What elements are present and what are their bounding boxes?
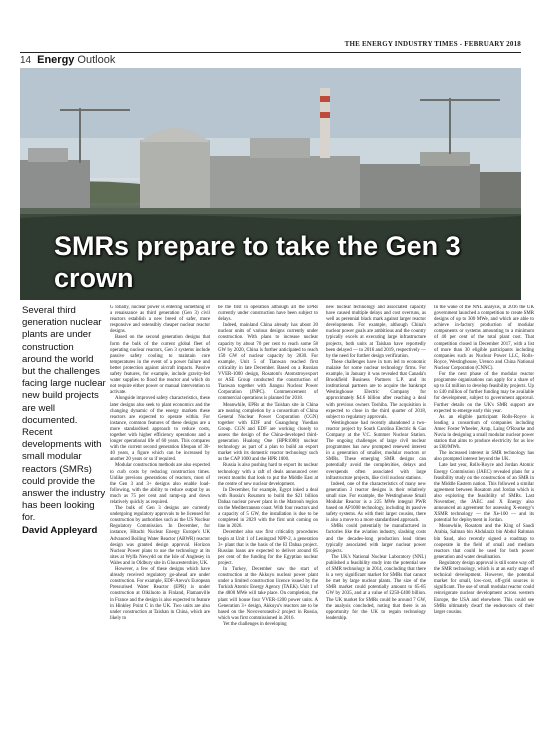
paragraph: new nuclear technology and associated capacity have caused multiple delays and cost overruns, as well as perennial black mark against larger reactor developments. For example, although China's nuclear power goals are ambitious and the country typically excels at executing large infrastructure projects, both units at Taishan have reportedly been delayed — to 2016 and 2019, respectively — by the need for further design verification.: [326, 305, 426, 359]
paragraph: Westinghouse had recently abandoned a two-reactor project by South Carolina Electric & Gas Company at the V.C. Summer Nuclear Station. The ongoing challenges of large civil nuclear programmes has now prompted renewed interest in a generation of smaller, modular reactors or SMRs. These emerging SMR designs can potentially avoid the complexities, delays and overspends often associated with large infrastructure projects, like civil nuclear stations.: [326, 420, 426, 481]
paragraph: SMRs could potentially be manufactured in factories like the aviation industry, slashing costs and the decades-long production lead times typically associated with larger nuclear power projects.: [326, 524, 426, 554]
page-number: 14: [20, 54, 32, 66]
article-column-1: [110, 305, 210, 725]
paragraph: Alongside improved safety characteristics, these later designs also seek to plant economics and the changing dynamic of the energy markets these reactors are expected to operate within. For instance, common features of these designs are a more standardised approach to reduce costs, together with higher efficiency operations and a longer operational life of 60 years. This compares with the current second generation lifespan of 30-40 years, a figure which can be increased by another 20 years or so if required.: [110, 396, 210, 463]
headline: SMRs prepare to take the Gen 3 crown: [54, 231, 461, 293]
paragraph: The increased interest in SMR technology has also prompted interest beyond the UK.: [434, 451, 534, 463]
paragraph: Meanwhile, Rosatom and the King of Saudi Arabia, Salman bin Abdulaziz bin Abdul Rahman bin Saud, also recently signed a roadmap to cooperate in the field of small and medium reactors that could be used for both power generation and water desalination.: [434, 524, 534, 560]
paragraph: In the wake of the NNL analysis, in 2016 the UK government launched a competition to create SMR designs of up to 300 MWe, and which are able to achieve in-factory production of modular components or systems amounting to a minimum of 40 per cent of the total plant cost. That competition closed in December 2017, with a list of more than 30 eligible participants including companies such as Nuclear Power LLC, Rolls-Royce, Westinghouse, Urenco and China National Nuclear Corporation (CNNC).: [434, 305, 534, 371]
paragraph: G lobally, nuclear power is entering something of a renaissance as third generation (Gen 3) civil reactors establish a new breed of safer, more responsive and ostensibly cheaper nuclear reactor designs.: [110, 305, 210, 335]
section-name: Energy: [37, 54, 75, 66]
section-subname: Outlook: [77, 54, 116, 66]
paragraph: Russia is also pushing hard to export its nuclear technology with a raft of deals announced over recent months that look to put the Middle East at the centre of new nuclear development.: [218, 463, 318, 487]
article-column-2: [218, 305, 318, 725]
paragraph: Yet the challenges in developing: [223, 621, 287, 627]
intro-text: Several third generation nuclear plants are under construction around the world but the challenges facing large nuclear new build projects are well documented. Recent developments with small modular reactors (SMRs) could provide the answer the industry has been looking for.: [22, 305, 106, 524]
masthead: THE ENERGY INDUSTRY TIMES - FEBRUARY 2018: [344, 40, 521, 48]
paragraph: Modular construction methods are also expected to curb costs by reducing construction times. Unlike previous generations of reactors, most of the Gen 3 and 3+ designs also enable load-following, with the ability to reduce output by as much as 75 per cent and ramp-up and down relatively quickly as required.: [110, 463, 210, 505]
article-column-4: [434, 305, 534, 725]
paragraph: For the next phase of the modular reactor programme organisations can apply for a share of up to £4 million to develop feasibility projects. Up to £40 million of further funding may be available for development, subject to government approval. Further details on the UK's SMR support are expected to emerge early this year.: [434, 372, 534, 414]
paragraph: The UK's National Nuclear Laboratory (NNL) published a feasibility study into the potential use of SMR technology in 2014, concluding that there is a very significant market for SMRs that cannot be met by large nuclear plants. The size of the SMR market could potentially amount to 65-85 GW by 2035, and at a value of £250-£400 billion. The UK market for SMRs could be around 7 GW, the analysis concluded, noting that there is an opportunity for the UK to regain technology leadership.: [326, 554, 426, 621]
section-header: [20, 52, 521, 67]
paragraph: In Turkey, December saw the start of construction at the Akkuyu nuclear power plant under a limited construction licence issued by the Turkish Atomic Energy Agency (TAEK). Unit 1 of the 4800 MWe will take place. On completion, the plant will house four VVER-1200 power units. A Generation 3+ design, Akkuyu's reactors are to be based on the Novovoronezh-2 project in Russia, which was first commissioned in 2016.: [218, 567, 318, 621]
paragraph: Late last year, Rolls-Royce and Jordan Atomic Energy Commission (JAEC) revealed plans for a feasibility study on the construction of an SMR in the Middle Eastern nation. This followed a similar agreement between Rosatom and Jordan which is also exploring the feasibility of SMRs. Last November, the JAEC and X Energy also announced an agreement for assessing X-energy's XSMR technology — the Xe-100 — and its potential for deployment in Jordan.: [434, 463, 534, 524]
paragraph: Based on the second generation designs that form the bulk of the current global fleet of operating nuclear reactors, Gen 3 systems include passive safety cooling to maintain core temperatures in the event of a power failure and better protection against aircraft impacts. Passive safety features, for example, include gravity-fed water supplies to flood the reactor and which do not require either power or manual intervention to activate.: [110, 335, 210, 396]
intro-standfirst: [22, 305, 106, 537]
article-column-3: [326, 305, 426, 725]
paragraph: As an eligible participant Rolls-Royce is leading a consortium of companies including Amec Foster Wheeler, Arup, Laing O'Rourke and Nuvia in designing a small modular nuclear power station that aims to produce electricity for as low as £60/MWh.: [434, 414, 534, 451]
paragraph: Indeed, one of the characteristics of many new generation 3 reactor designs is their relatively small size. For example, the Westinghouse Small Modular Reactor is a 225 MWe integral PWR based on AP1000 technology, including its passive safety systems. As with their larger cousins, there is also a move to a more standardised approach.: [326, 481, 426, 524]
hero-photo-nuclear-plant: [20, 68, 521, 300]
paragraph: These challenges have in turn led to economic malaise for some nuclear technology firms. For example, in January it was revealed that Canada's Brookfield Business Partners L.P. and its institutional partners are to acquire the bankrupt Westinghouse Electric Company for approximately $4.6 billion after reaching a deal with previous owners Toshiba. The acquisition is expected to close in the third quarter of 2018, subject to regulatory approvals.: [326, 359, 426, 420]
paragraph: The bulk of Gen 3 designs are currently undergoing regulatory approvals to be licensed for construction by authorities such as the US Nuclear Regulatory Commission. In December, for instance, Hitachi Nuclear Energy Europe's UK Advanced Boiling Water Reactor (ABWR) reactor design was granted design approval. Horizon Nuclear Power plans to use the technology at its sites at Wylfa Newydd on the Isle of Anglesey in Wales and in Oldbury site in Gloucestershire, UK.: [110, 506, 210, 566]
paragraph: be the first in operation although all the EPRs currently under construction have been subject to delays.: [218, 305, 318, 323]
paragraph: Indeed, mainland China already has about 20 nuclear units of various designs currently under construction. With plans to increase nuclear capacity by about 70 per cent to reach some 58 GW by 2020, China is further anticipated to reach 150 GW of nuclear capacity by 2030. For example, Unit 5 of Tianwan reached first criticality in late December. Based on a Russian VVER-1000 design, Rosatom's Atomstroyexport or ASE Group conducted the construction of Tianwan together with Jiangsu Nuclear Power Corporation (JNPC). Commencement of commercial operations is planned for 2018.: [218, 323, 318, 402]
paragraph: Regulatory design approval is still some way off the SMR technology, which is at an early stage of technical development. However, the potential market for small, low-cost, off-grid sources is significant. The use of small modular reactor could reinvigorate nuclear development across western Europe, the USA and elsewhere. This could see SMRs ultimately dwarf the endeavours of their larger cousins.: [434, 560, 534, 615]
byline: David Appleyard: [22, 524, 98, 536]
paragraph: In December, for example, Egypt inked a deal with Russia's Rosatom to build the $21 billion Dabaa nuclear power plant in the Matrouh region on the Mediterranean coast. With four reactors and a capacity of 5 GW, the installation is due to be completed in 2029 with the first unit coming on line in 2026.: [218, 487, 318, 530]
paragraph: Meanwhile, EPRs at the Taishan site in China are nearing completion by a consortium of China General Nuclear Power Corporation (CGN) together with EDF and Guangdong Yuedian Group. CGN and EDF are working closely to assess the design of the China-developed third-generation Hualong One (HPR1000) nuclear technology as part of a plan to build an export market with its domestic reactor technology such as the CAP 1000 and the HPR 1000.: [218, 402, 318, 463]
paragraph: December also saw first criticality procedures begin at Unit 1 of Leningrad NPP-2, a generation 3+ plant that is the basis of the El Dabaa project. Russian loans are expected to deliver around 85 per cent of the funding for the Egyptian nuclear project.: [218, 530, 318, 566]
paragraph: However, a few of these designs which have already received regulatory go-ahead are under construction. For example, EDF-Areva's European Pressurised Water Reactor (EPR) is under construction at Olkiluoto in Finland, Flamanville in France and the design is also expected to feature in Hinkley Point C in the UK. Two units are also under construction at Taishan in China, which are likely to: [110, 567, 210, 621]
